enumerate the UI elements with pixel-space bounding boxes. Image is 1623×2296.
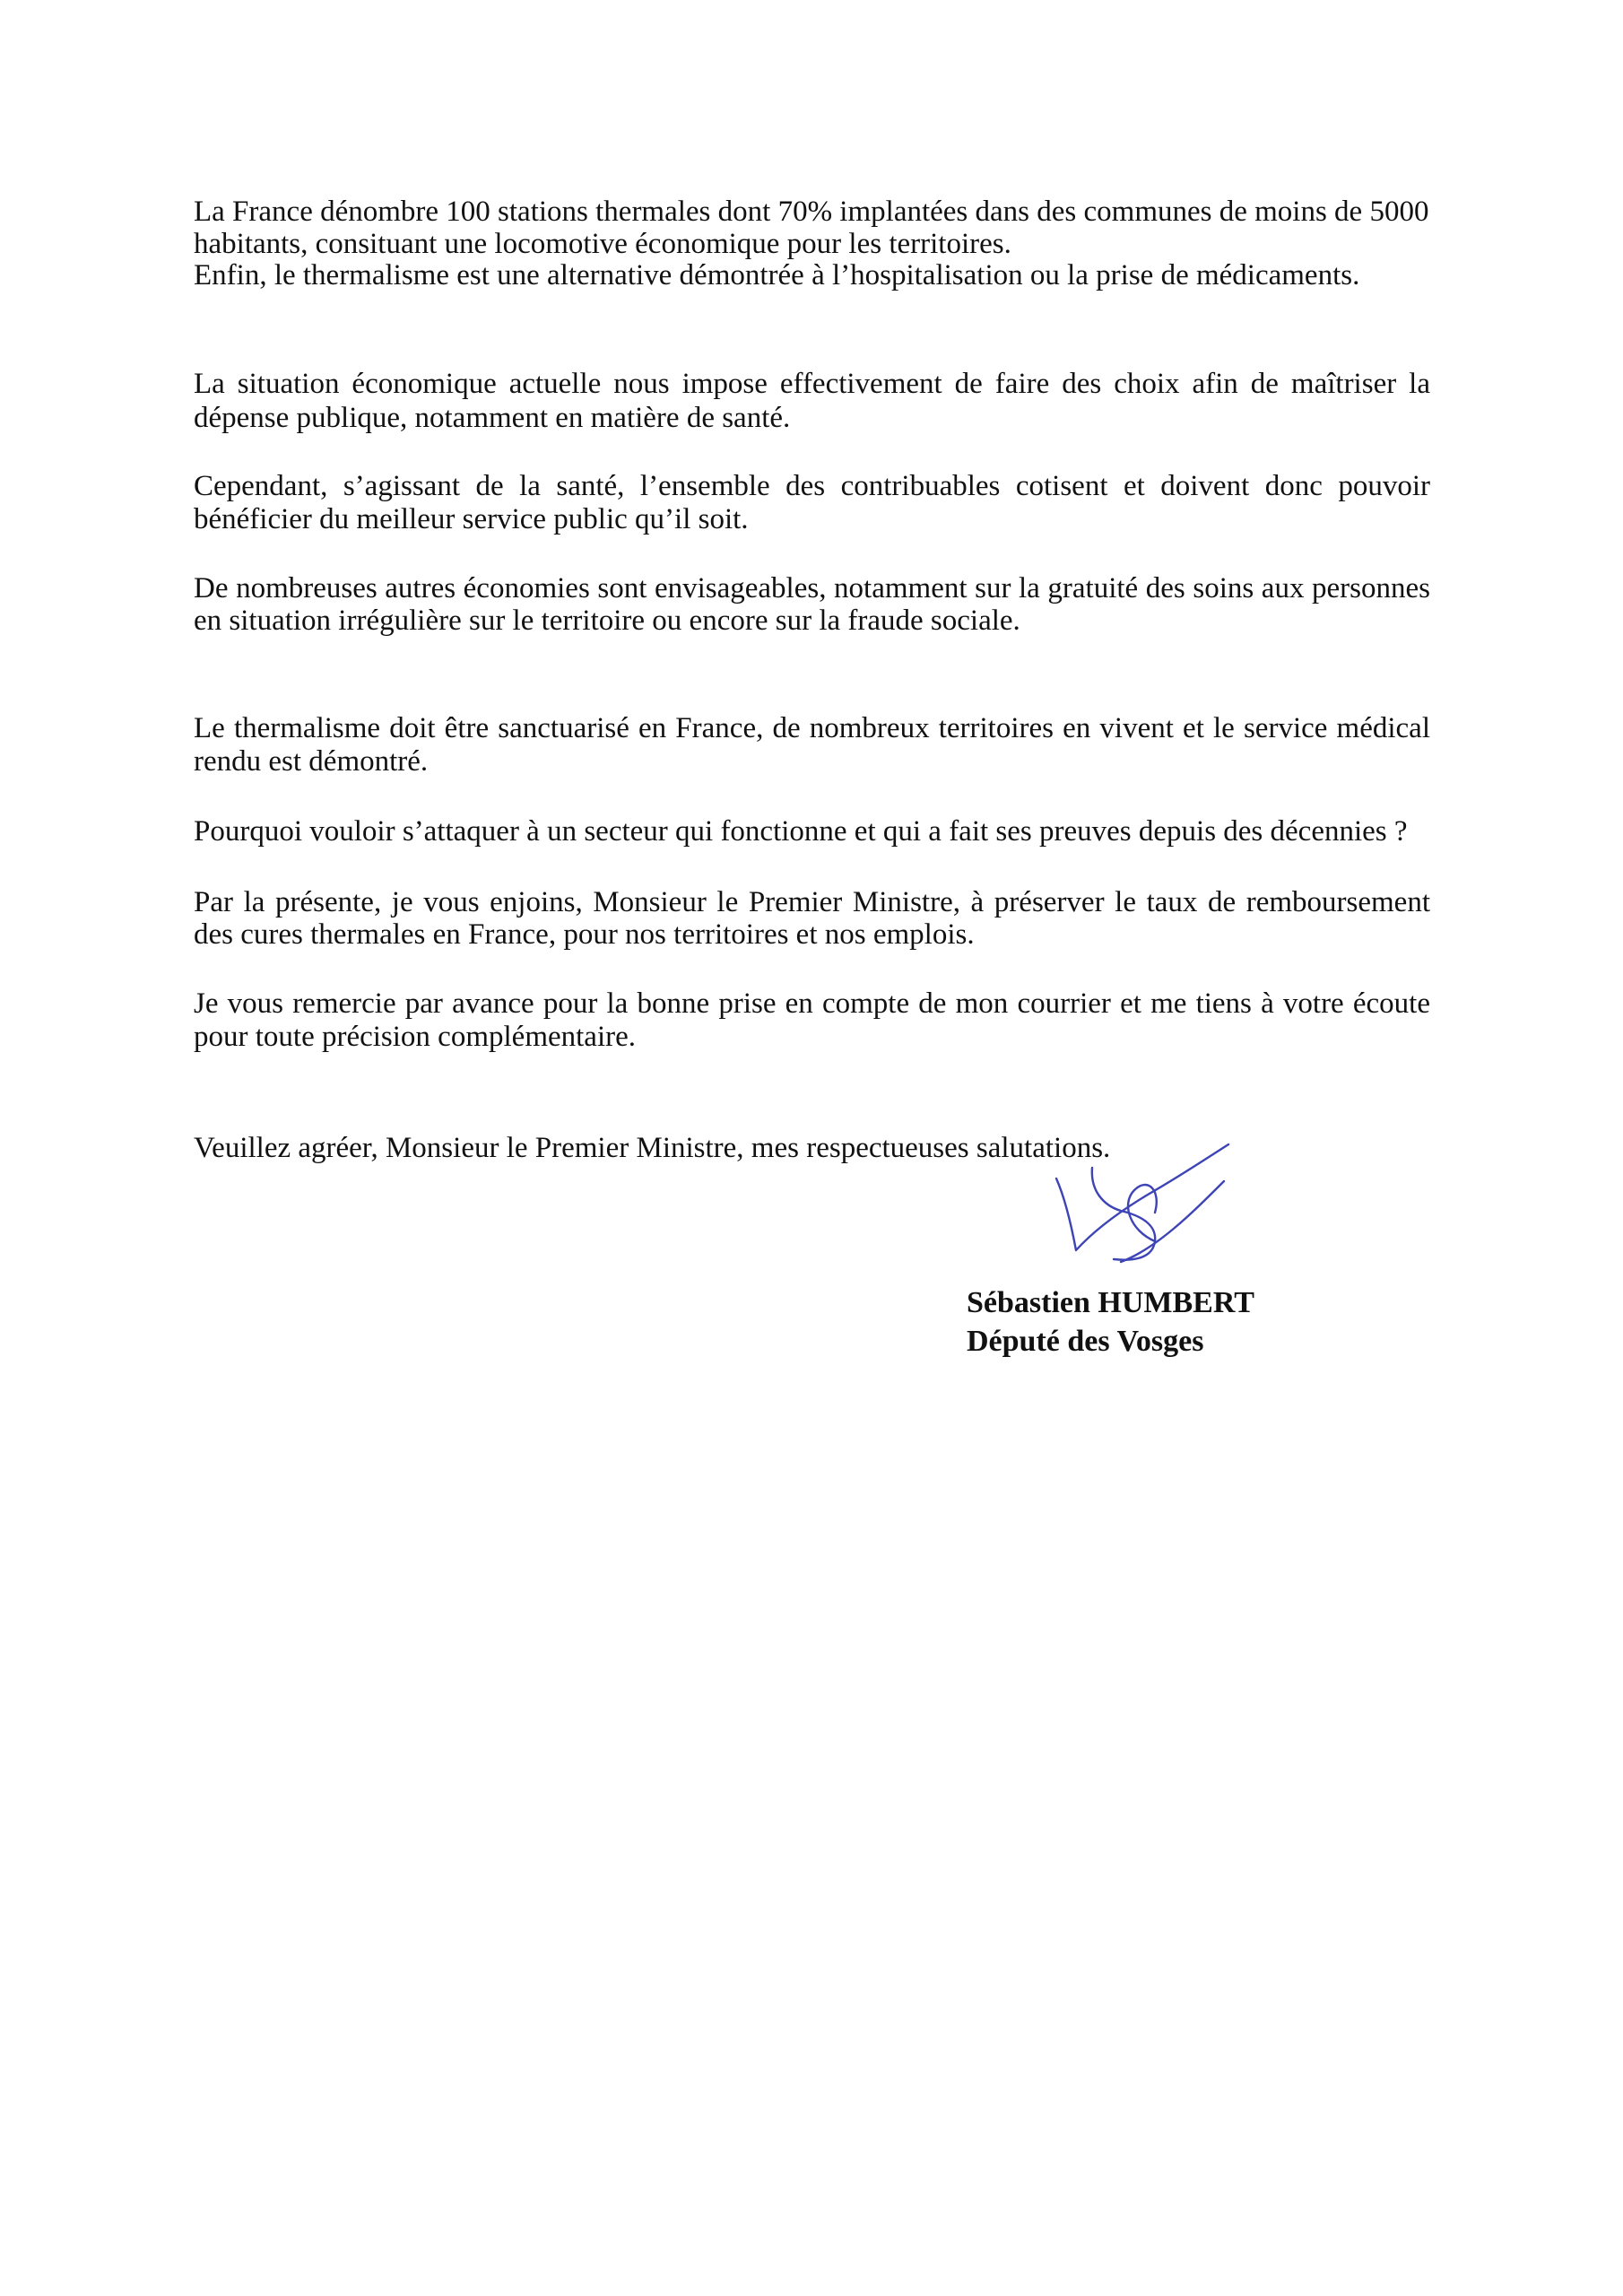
closing-salutation: Veuillez agréer, Monsieur le Premier Ministre, mes respectueuses salutations.: [194, 1132, 1111, 1164]
paragraph-line: Pourquoi vouloir s’attaquer à un secteur qui fonctionne et qui a fait ses preuves depuis des décennies ?: [194, 815, 1408, 848]
paragraph-line: en situation irrégulière sur le territoire ou encore sur la fraude sociale.: [194, 604, 1020, 637]
paragraph-line: dépense publique, notamment en matière de santé.: [194, 402, 791, 434]
paragraph-line: Enfin, le thermalisme est une alternative démontrée à l’hospitalisation ou la prise de médicaments.: [194, 259, 1360, 291]
paragraph-line: De nombreuses autres économies sont envisageables, notamment sur la gratuité des soins aux personnes: [194, 572, 1430, 604]
signatory-name: Sébastien HUMBERT: [967, 1286, 1254, 1319]
handwritten-signature-icon: [1049, 1141, 1237, 1271]
paragraph-line: pour toute précision complémentaire.: [194, 1021, 637, 1053]
paragraph-line: La France dénombre 100 stations thermales dont 70% implantées dans des communes de moins de 5000: [194, 196, 1429, 228]
paragraph-line: Cependant, s’agissant de la santé, l’ensemble des contribuables cotisent et doivent donc pouvoir: [194, 470, 1430, 502]
paragraph-line: Par la présente, je vous enjoins, Monsieur le Premier Ministre, à préserver le taux de remboursement: [194, 886, 1430, 918]
paragraph-line: La situation économique actuelle nous impose effectivement de faire des choix afin de maîtriser la: [194, 368, 1430, 400]
signature-stroke: [1092, 1168, 1155, 1260]
paragraph-line: Je vous remercie par avance pour la bonne prise en compte de mon courrier et me tiens à votre écoute: [194, 987, 1430, 1020]
paragraph-line: des cures thermales en France, pour nos territoires et nos emplois.: [194, 918, 975, 951]
paragraph-line: bénéficier du meilleur service public qu’il soit.: [194, 503, 749, 535]
paragraph-line: rendu est démontré.: [194, 745, 429, 778]
signatory-title: Député des Vosges: [967, 1325, 1204, 1358]
paragraph-line: Le thermalisme doit être sanctuarisé en France, de nombreux territoires en vivent et le service médical: [194, 712, 1430, 744]
signature-stroke: [1121, 1181, 1224, 1262]
paragraph-line: habitants, consituant une locomotive économique pour les territoires.: [194, 228, 1011, 260]
